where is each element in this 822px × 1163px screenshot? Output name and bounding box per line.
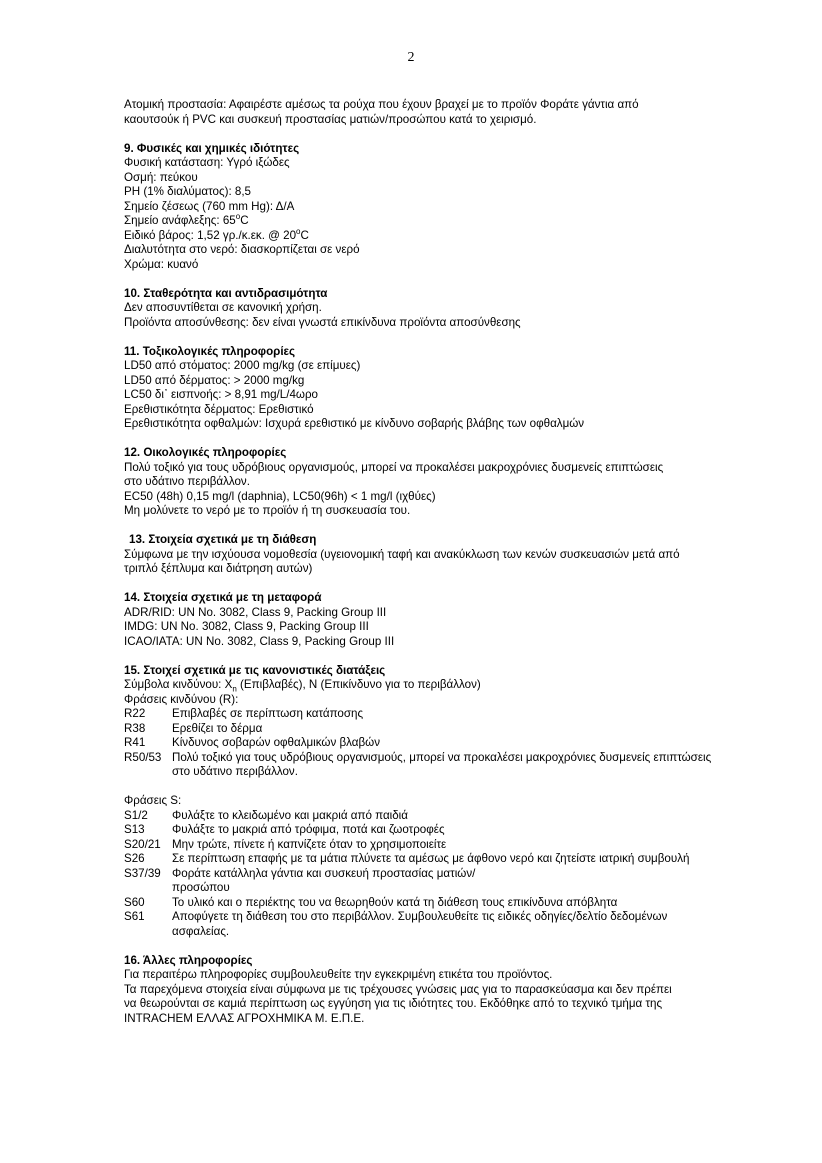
phrase-text: Κίνδυνος σοβαρών οφθαλμικών βλαβών (172, 736, 380, 749)
section-line: ADR/RID: UN No. 3082, Class 9, Packing Group III (124, 605, 387, 619)
symbols-text: (Επιβλαβές), Ν (Επικίνδυνο για το περιβάλλον) (236, 678, 481, 691)
section-line: Ερεθιστικότητα δέρματος: Ερεθιστικό (124, 402, 314, 416)
phrase-code: S26 (124, 852, 145, 865)
section-line: Για περαιτέρω πληροφορίες συμβουλευθείτε την εγκεκριμένη ετικέτα του προϊόντος. (124, 968, 553, 981)
phrase-code: R41 (124, 736, 146, 749)
r-phrases-label: Φράσεις κινδύνου (R): (124, 692, 239, 706)
section-11-title: 11. Τοξικολογικές πληροφορίες (124, 344, 296, 358)
document-body (124, 98, 724, 1026)
r-phrase-row (124, 722, 724, 737)
property-line: Σημείο ζέσεως (760 mm Hg): Δ/Α (124, 199, 295, 213)
section-line: ICAO/IATA: UN No. 3082, Class 9, Packing Group III (124, 634, 395, 648)
s-phrase-row (124, 910, 724, 939)
page-number: 2 (407, 50, 415, 65)
flash-point-line (124, 214, 724, 229)
phrase-code: S13 (124, 823, 145, 836)
phrase-code: S1/2 (124, 808, 148, 822)
phrase-code: S60 (124, 895, 145, 909)
symbol-subscript: n (232, 684, 237, 694)
phrase-text: Επιβλαβές σε περίπτωση κατάποσης (172, 707, 364, 720)
phrase-code: R50/53 (124, 750, 162, 764)
phrase-text: Μην τρώτε, πίνετε ή καπνίζετε όταν το χρησιμοποιείτε (172, 837, 447, 851)
intro-line: καουτσούκ ή PVC και συσκευή προστασίας ματιών/προσώπου κατά το χειρισμό. (124, 112, 537, 126)
phrase-code: S61 (124, 910, 145, 923)
section-13-title: 13. Στοιχεία σχετικά με τη διάθεση (129, 533, 317, 546)
property-line: Οσμή: πεύκου (124, 170, 198, 184)
section-10-title: 10. Σταθερότητα και αντιδρασιμότητα (124, 286, 328, 300)
section-line: LD50 από δέρματος: > 2000 mg/kg (124, 373, 305, 387)
density-text: Ειδικό βάρος: 1,52 γρ./κ.εκ. @ 20 (124, 228, 297, 242)
section-line: να θεωρούνται σε καμιά περίπτωση ως εγγύηση για τις ιδιότητες του. Εκδόθηκε από το τεχνικό τμήμα της (124, 997, 663, 1010)
phrase-code: R22 (124, 707, 146, 720)
phrase-text: Φυλάξτε το μακριά από τρόφιμα, ποτά και ζωοτροφές (172, 823, 445, 836)
phrase-text: Πολύ τοξικό για τους υδρόβιους οργανισμούς, μπορεί να προκαλέσει μακροχρόνιες δυσμενείς επιπτώσεις στο υδάτινο περιβάλλον. (172, 750, 712, 778)
phrase-text: Σε περίπτωση επαφής με τα μάτια πλύνετε τα αμέσως με άφθονο νερό και ζητείστε ιατρική συμβουλή (172, 852, 690, 865)
phrase-text: Το υλικό και ο περιέκτης του να θεωρηθούν κατά τη διάθεση τους επικίνδυνα απόβλητα (172, 895, 618, 909)
section-line: INTRACHEM ΕΛΛΑΣ ΑΓΡΟΧΗΜΙΚΑ Μ. Ε.Π.Ε. (124, 1011, 365, 1025)
property-line: Διαλυτότητα στο νερό: διασκορπίζεται σε νερό (124, 243, 360, 256)
s-phrase-row (124, 823, 724, 838)
property-line: Φυσική κατάσταση: Υγρό ιξώδες (124, 156, 290, 169)
section-line: Ερεθιστικότητα οφθαλμών: Ισχυρά ερεθιστικό με κίνδυνο σοβαρής βλάβης των οφθαλμών (124, 417, 585, 430)
section-line: Μη μολύνετε το νερό με το προϊόν ή τη συσκευασία του. (124, 504, 411, 517)
section-14-title: 14. Στοιχεία σχετικά με τη μεταφορά (124, 591, 322, 604)
flash-point-text: Σημείο ανάφλεξης: 65 (124, 214, 236, 227)
section-line: Τα παρεχόμενα στοιχεία είναι σύμφωνα με τις τρέχουσες γνώσεις μας για το παρασκεύασμα και δεν πρέπει (124, 982, 672, 996)
property-line: Χρώμα: κυανό (124, 257, 199, 271)
hazard-symbols-line (124, 678, 724, 693)
symbols-text: Σύμβολα κινδύνου: X (124, 678, 233, 691)
density-line (124, 226, 724, 244)
section-16-title: 16. Άλλες πληροφορίες (124, 953, 253, 967)
phrase-text: Φοράτε κατάλληλα γάντια και συσκευή προστασίας ματιών/προσώπου (172, 866, 476, 894)
section-line: LD50 από στόματος: 2000 mg/kg (σε επίμυες) (124, 359, 361, 372)
s-phrases-label: Φράσεις S: (124, 794, 182, 807)
phrase-text: Αποφύγετε τη διάθεση του στο περιβάλλον. Συμβουλευθείτε τις ειδικές οδηγίες/δελτίο δεδομένων ασφαλείας. (172, 910, 668, 938)
intro-line: Ατομική προστασία: Αφαιρέστε αμέσως τα ρούχα που έχουν βραχεί με το προϊόν Φοράτε γάντια από (124, 98, 639, 111)
r-phrase-row (124, 707, 724, 722)
degree-sup: o (296, 226, 301, 236)
section-line: LC50 δι᾽ εισπνοής: > 8,91 mg/L/4ωρο (124, 388, 318, 401)
s-phrase-row (124, 852, 724, 867)
r-phrase-row (124, 736, 724, 751)
s-phrase-row (124, 896, 724, 911)
section-line: στο υδάτινο περιβάλλον. (124, 475, 250, 488)
section-line: τριπλό ξέπλυμα και διάτρηση αυτών) (124, 562, 313, 575)
phrase-code: S37/39 (124, 866, 161, 880)
section-15-title: 15. Στοιχεί σχετικά με τις κανονιστικές διατάξεις (124, 663, 386, 677)
section-line: EC50 (48h) 0,15 mg/l (daphnia), LC50(96h) < 1 mg/l (ιχθύες) (124, 489, 436, 503)
r-phrase-row (124, 751, 724, 780)
property-line: PH (1% διαλύματος): 8,5 (124, 185, 252, 198)
s-phrase-row (124, 809, 724, 824)
unit-text: C (300, 228, 309, 242)
section-line: IMDG: UN No. 3082, Class 9, Packing Group III (124, 620, 369, 633)
s-phrase-row (124, 838, 724, 853)
phrase-text: Φυλάξτε το κλειδωμένο και μακριά από παιδιά (172, 808, 408, 822)
section-line: Πολύ τοξικό για τους υδρόβιους οργανισμούς, μπορεί να προκαλέσει μακροχρόνιες δυσμενείς επιπτώσεις (124, 460, 664, 474)
section-9-title: 9. Φυσικές και χημικές ιδιότητες (124, 141, 300, 155)
section-12-title: 12. Οικολογικές πληροφορίες (124, 446, 287, 459)
phrase-code: S20/21 (124, 837, 161, 851)
section-line: Προϊόντα αποσύνθεσης: δεν είναι γνωστά επικίνδυνα προϊόντα αποσύνθεσης (124, 315, 521, 329)
degree-sup: o (235, 212, 241, 222)
unit-text: C (240, 214, 249, 227)
section-line: Σύμφωνα με την ισχύουσα νομοθεσία (υγειονομική ταφή και ανακύκλωση των κενών συσκευασιών μετά από (124, 547, 680, 561)
s-phrase-row (124, 867, 724, 896)
phrase-text: Ερεθίζει το δέρμα (172, 721, 263, 735)
phrase-code: R38 (124, 721, 146, 735)
section-line: Δεν αποσυντίθεται σε κανονική χρήση. (124, 301, 322, 314)
